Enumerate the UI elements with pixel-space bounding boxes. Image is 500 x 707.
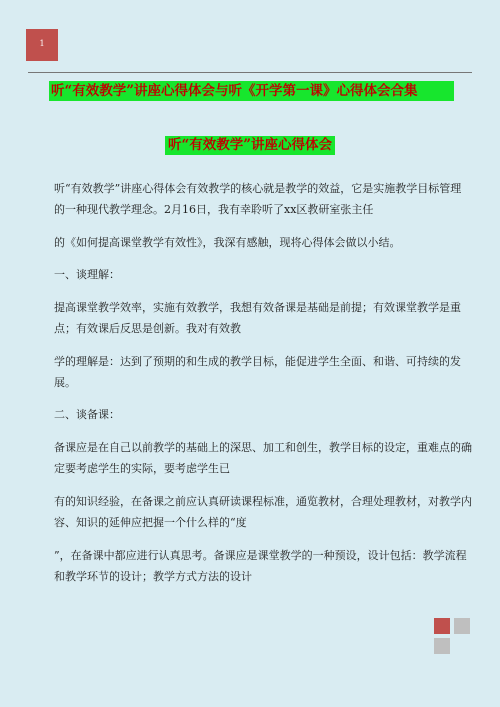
section-title: 听“有效教学”讲座心得体会 [165,136,335,155]
decoration-square [434,618,450,634]
section-title-wrapper [0,134,500,155]
paragraph: 提高课堂教学效率，实施有效教学，我想有效备课是基础是前提；有效课堂教学是重点；有效课后反思是创新。我对有效教 [54,301,461,335]
paragraph: 备课应是在自己以前教学的基础上的深思、加工和创生，教学目标的设定，重难点的确定要考虑学生的实际，要考虑学生已 [54,441,472,475]
paragraph: 一、谈理解： [54,268,120,281]
paragraph: 的《如何提高课堂教学有效性》，我深有感触，现将心得体会做以小结。 [54,236,401,249]
paragraph: ”，在备课中都应进行认真思考。备课应是课堂教学的一种预设，设计包括：教学流程和教学环节的设计；教学方式方法的设计 [54,549,467,583]
decoration-square [434,638,450,654]
paragraph: 听“有效教学”讲座心得体会有效教学的核心就是教学的效益，它是实施教学目标管理的一种现代教学理念。2月16日，我有幸聆听了xx区教研室张主任 [54,182,462,216]
paragraph: 学的理解是：达到了预期的和生成的教学目标，能促进学生全面、和谐、可持续的发展。 [54,355,461,389]
decoration-square [454,618,470,634]
paragraph: 有的知识经验，在备课之前应认真研读课程标准，通览教材，合理处理教材，对教学内容、知识的延伸应把握一个什么样的“度 [54,495,472,529]
paragraph: 二、谈备课： [54,408,120,421]
document-title: 听“有效教学”讲座心得体会与听《开学第一课》心得体会合集 [49,81,454,101]
header-rule [28,72,472,73]
page-number-badge: 1 [26,29,58,61]
